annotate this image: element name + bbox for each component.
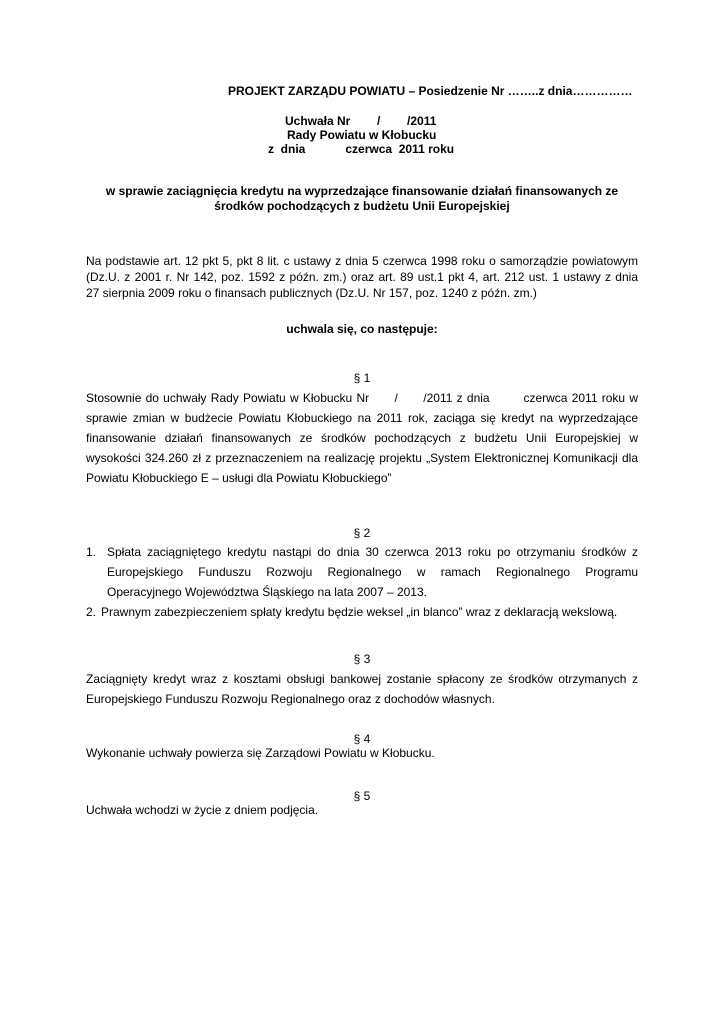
section-3-line-1: Zaciągnięty kredyt wraz z kosztami obsługi bankowej zostanie spłacony ze środków otrzymanych z <box>86 672 638 686</box>
section-2-mark: § 2 <box>353 526 371 540</box>
section-1-line-2: sprawie zmian w budżecie Powiatu Kłobuckiego na 2011 rok, zaciąga się kredyt na wyprzedzające <box>86 411 638 425</box>
section-2-item-2-number: 2. <box>86 605 97 619</box>
section-2-item-1-line-3: Operacyjnego Województwa Śląskiego na lata 2007 – 2013. <box>107 585 427 599</box>
section-1-line-3: finansowanie działań finansowanych ze środków pochodzących z budżetu Unii Europejskiej w <box>86 431 638 445</box>
project-header: PROJEKT ZARZĄDU POWIATU – Posiedzenie Nr ……..z dnia…………… <box>228 84 633 98</box>
legal-basis-line-1: Na podstawie art. 12 pkt 5, pkt 8 lit. c ustawy z dnia 5 czerwca 1998 roku o samorządzie powiatowym <box>86 254 638 268</box>
subject-line-2: środków pochodzących z budżetu Unii Europejskiej <box>214 199 510 213</box>
section-3-line-2: Europejskiego Funduszu Rozwoju Regionalnego oraz z dochodów własnych. <box>86 692 495 706</box>
subject-line-1: w sprawie zaciągnięcia kredytu na wyprzedzające finansowanie działań finansowanych ze <box>105 184 619 198</box>
section-1-line-5: Powiatu Kłobuckiego E – usługi dla Powiatu Kłobuckiego” <box>86 471 392 485</box>
legal-basis-line-2: (Dz.U. z 2001 r. Nr 142, poz. 1592 z późn. zm.) oraz art. 89 ust.1 pkt 4, art. 212 ust. 1 ustawy z dnia <box>86 270 638 284</box>
section-5-mark: § 5 <box>353 789 371 803</box>
section-2-item-1-number: 1. <box>86 545 97 559</box>
council-name: Rady Powiatu w Kłobucku <box>287 128 437 142</box>
section-1-mark: § 1 <box>353 371 371 385</box>
section-2-item-2-line-1: Prawnym zabezpieczeniem spłaty kredytu będzie weksel „in blanco” wraz z deklaracją wekslową. <box>101 605 618 619</box>
resolution-date: z dnia czerwca 2011 roku <box>268 142 455 156</box>
resolves-heading: uchwala się, co następuje: <box>286 322 438 336</box>
section-1-line-4: wysokości 324.260 zł z przeznaczeniem na realizację projektu „System Elektronicznej Komunikacji dla <box>86 451 638 465</box>
section-3-mark: § 3 <box>353 652 371 666</box>
section-1-line-1: Stosownie do uchwały Rady Powiatu w Kłobucku Nr / /2011 z dnia czerwca 2011 roku w <box>86 391 638 405</box>
section-4-line-1: Wykonanie uchwały powierza się Zarządowi Powiatu w Kłobucku. <box>86 746 435 760</box>
legal-basis-line-3: 27 sierpnia 2009 roku o finansach publicznych (Dz.U. Nr 157, poz. 1240 z późn. zm.) <box>86 286 537 300</box>
resolution-number: Uchwała Nr / /2011 <box>285 114 437 128</box>
section-5-line-1: Uchwała wchodzi w życie z dniem podjęcia. <box>86 803 319 817</box>
section-2-item-1-line-2: Europejskiego Funduszu Rozwoju Regionalnego w ramach Regionalnego Programu <box>107 565 638 579</box>
section-4-mark: § 4 <box>353 732 371 746</box>
section-2-item-1-line-1: Spłata zaciągniętego kredytu nastąpi do dnia 30 czerwca 2013 roku po otrzymaniu środków z <box>107 545 638 559</box>
